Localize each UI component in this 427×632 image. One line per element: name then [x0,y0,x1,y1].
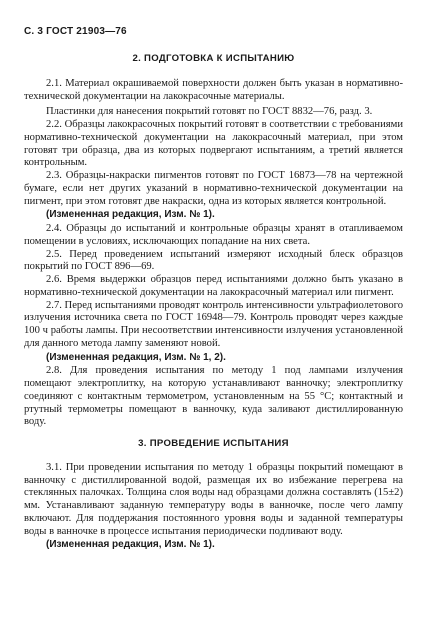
paragraph-2-5: 2.5. Перед проведением испытаний измеряют исходный блеск образцов покрытий по ГОСТ 896—69. [24,248,403,273]
paragraph-2-1-plates: Пластинки для нанесения покрытий готовят по ГОСТ 8832—76, разд. 3. [46,106,373,118]
revision-note-1: (Измененная редакция, Изм. № 1). [46,209,215,221]
paragraph-2-6: 2.6. Время выдержки образцов перед испытаниями должно быть указано в нормативно-технической документации на лакокрасочный материал или пигмент. [24,274,403,298]
section-2-title: 2. ПОДГОТОВКА К ИСПЫТАНИЮ [132,53,295,64]
paragraph-2-4: 2.4. Образцы до испытаний и контрольные образцы хранят в отапливаемом помещении в условиях, исключающих попадание на них света. [24,223,403,247]
page-header: С. 3 ГОСТ 21903—76 [24,26,127,37]
revision-note-3: (Измененная редакция, Изм. № 1). [46,539,215,551]
paragraph-2-2: 2.2. Образцы лакокрасочных покрытий готовят в соответствии с требованиями нормативно-технической документации на лакокрасочный материал, при этом готовят три образца, два из которых подвергают испытаниям, а третий является контрольным. [24,119,403,169]
section-3-title: 3. ПРОВЕДЕНИЕ ИСПЫТАНИЯ [138,438,289,449]
paragraph-2-8: 2.8. Для проведения испытания по методу 1 под лампами излучения помещают электроплитку, на которую устанавливают ванночку; электроплитку соединяют с контактным термометром, установленным на 55 °С; контактный и ртутный термометры помещают в ванночку, куда заливают дистиллированную воду. [24,365,403,428]
paragraph-3-1: 3.1. При проведении испытания по методу 1 образцы покрытий помещают в ванночку с дистиллированной водой, размещая их во избежание перегрева на стеклянных палочках. Толщина слоя воды над образцами должна составлять (15±2) мм. Устанавливают заданную температуру воды в ванночке, после чего лампу включают. Для поддержания постоянного уровня воды и заданной температуры воды в ванночке в процессе испытания периодически подливают воду. [24,461,403,537]
paragraph-2-1: 2.1. Материал окрашиваемой поверхности должен быть указан в нормативно-технической документации на лакокрасочные материалы. [24,77,403,102]
revision-note-2: (Измененная редакция, Изм. № 1, 2). [46,351,226,363]
paragraph-2-3: 2.3. Образцы-накраски пигментов готовят по ГОСТ 16873—78 на чертежной бумаге, если нет других указаний в нормативно-технической документации на пигмент, при этом готовят две накраски, одна из которых является контрольной. [24,170,403,207]
paragraph-2-7: 2.7. Перед испытаниями проводят контроль интенсивности ультрафиолетового излучения источника света по ГОСТ 16948—79. Контроль проводят через каждые 100 ч работы лампы. При несоответствии интенсивности излучения установленной для данного метода лампу заменяют новой. [24,299,403,349]
